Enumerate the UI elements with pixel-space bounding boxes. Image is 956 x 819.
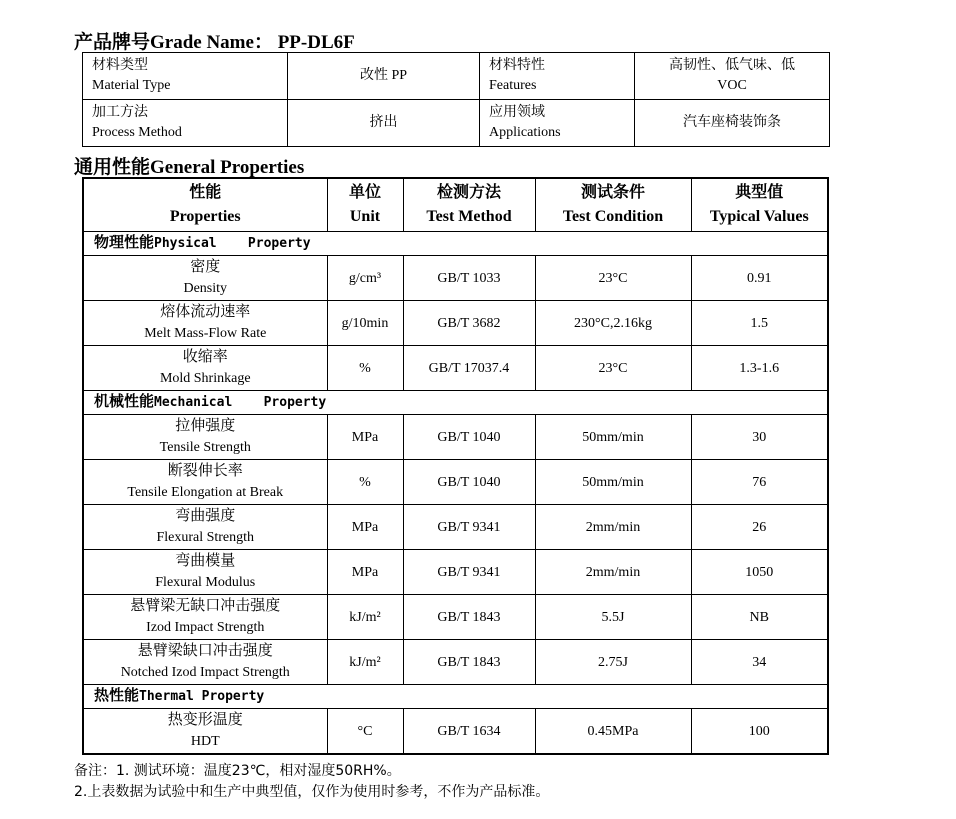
property-name: 热变形温度 HDT [83,709,327,755]
property-unit: g/cm³ [327,256,403,301]
property-unit: % [327,460,403,505]
category-row-mechanical: 机械性能Mechanical Property [83,391,828,415]
property-unit: MPa [327,505,403,550]
property-condition: 50mm/min [535,460,691,505]
table-row [83,415,828,460]
property-method: GB/T 1040 [403,460,535,505]
table-row [83,595,828,640]
table-row [83,709,828,755]
property-condition: 50mm/min [535,415,691,460]
product-info-table [82,52,830,147]
property-method: GB/T 9341 [403,550,535,595]
note-line-1: 备注：1. 测试环境：温度23℃，相对湿度50RH%。 [74,763,401,779]
table-row [83,460,828,505]
property-unit: kJ/m² [327,595,403,640]
property-value: 76 [691,460,828,505]
property-unit: MPa [327,415,403,460]
property-name: 悬臂梁缺口冲击强度 Notched Izod Impact Strength [83,640,327,685]
general-properties-title: 通用性能General Properties [74,157,305,178]
property-name: 悬臂梁无缺口冲击强度 Izod Impact Strength [83,595,327,640]
property-method: GB/T 17037.4 [403,346,535,391]
header-typical-values: 典型值 Typical Values [691,178,828,232]
header-test-method: 检测方法 Test Method [403,178,535,232]
header-properties: 性能 Properties [83,178,327,232]
property-method: GB/T 1843 [403,640,535,685]
property-name: 收缩率 Mold Shrinkage [83,346,327,391]
property-condition: 2mm/min [535,505,691,550]
note-line-2: 2.上表数据为试验中和生产中典型值，仅作为使用时参考，不作为产品标准。 [74,784,550,800]
property-value: 1050 [691,550,828,595]
property-name: 密度 Density [83,256,327,301]
table-row [83,640,828,685]
table-row [83,301,828,346]
property-condition: 230°C,2.16kg [535,301,691,346]
property-method: GB/T 1040 [403,415,535,460]
property-value: NB [691,595,828,640]
property-condition: 5.5J [535,595,691,640]
features-label: 材料特性 Features [480,53,635,100]
property-method: GB/T 1033 [403,256,535,301]
property-condition: 0.45MPa [535,709,691,755]
table-row [83,346,828,391]
applications-label: 应用领域 Applications [480,100,635,147]
table-header-row [83,178,828,232]
property-name: 弯曲强度 Flexural Strength [83,505,327,550]
property-unit: °C [327,709,403,755]
grade-name-title: 产品牌号Grade Name： PP-DL6F [74,32,355,53]
header-test-condition: 测试条件 Test Condition [535,178,691,232]
table-row [83,550,828,595]
table-row [83,256,828,301]
property-name: 弯曲模量 Flexural Modulus [83,550,327,595]
property-method: GB/T 1843 [403,595,535,640]
property-unit: % [327,346,403,391]
property-value: 26 [691,505,828,550]
property-condition: 2.75J [535,640,691,685]
property-unit: MPa [327,550,403,595]
property-name: 熔体流动速率 Melt Mass-Flow Rate [83,301,327,346]
property-value: 34 [691,640,828,685]
property-unit: g/10min [327,301,403,346]
property-name: 拉伸强度 Tensile Strength [83,415,327,460]
applications-value: 汽车座椅装饰条 [635,100,830,147]
material-type-label: 材料类型 Material Type [83,53,288,100]
property-condition: 23°C [535,256,691,301]
property-name: 断裂伸长率 Tensile Elongation at Break [83,460,327,505]
property-value: 1.3-1.6 [691,346,828,391]
property-unit: kJ/m² [327,640,403,685]
property-condition: 2mm/min [535,550,691,595]
property-method: GB/T 9341 [403,505,535,550]
material-type-value: 改性 PP [288,53,480,100]
process-method-label: 加工方法 Process Method [83,100,288,147]
property-value: 30 [691,415,828,460]
features-value: 高韧性、低气味、低 VOC [635,53,830,100]
header-unit: 单位 Unit [327,178,403,232]
properties-table [82,177,829,755]
category-row-thermal: 热性能Thermal Property [83,685,828,709]
property-value: 1.5 [691,301,828,346]
property-condition: 23°C [535,346,691,391]
category-row-physical: 物理性能Physical Property [83,232,828,256]
table-row [83,505,828,550]
property-value: 0.91 [691,256,828,301]
info-row [83,100,830,147]
property-method: GB/T 3682 [403,301,535,346]
property-method: GB/T 1634 [403,709,535,755]
property-value: 100 [691,709,828,755]
process-method-value: 挤出 [288,100,480,147]
info-row [83,53,830,100]
